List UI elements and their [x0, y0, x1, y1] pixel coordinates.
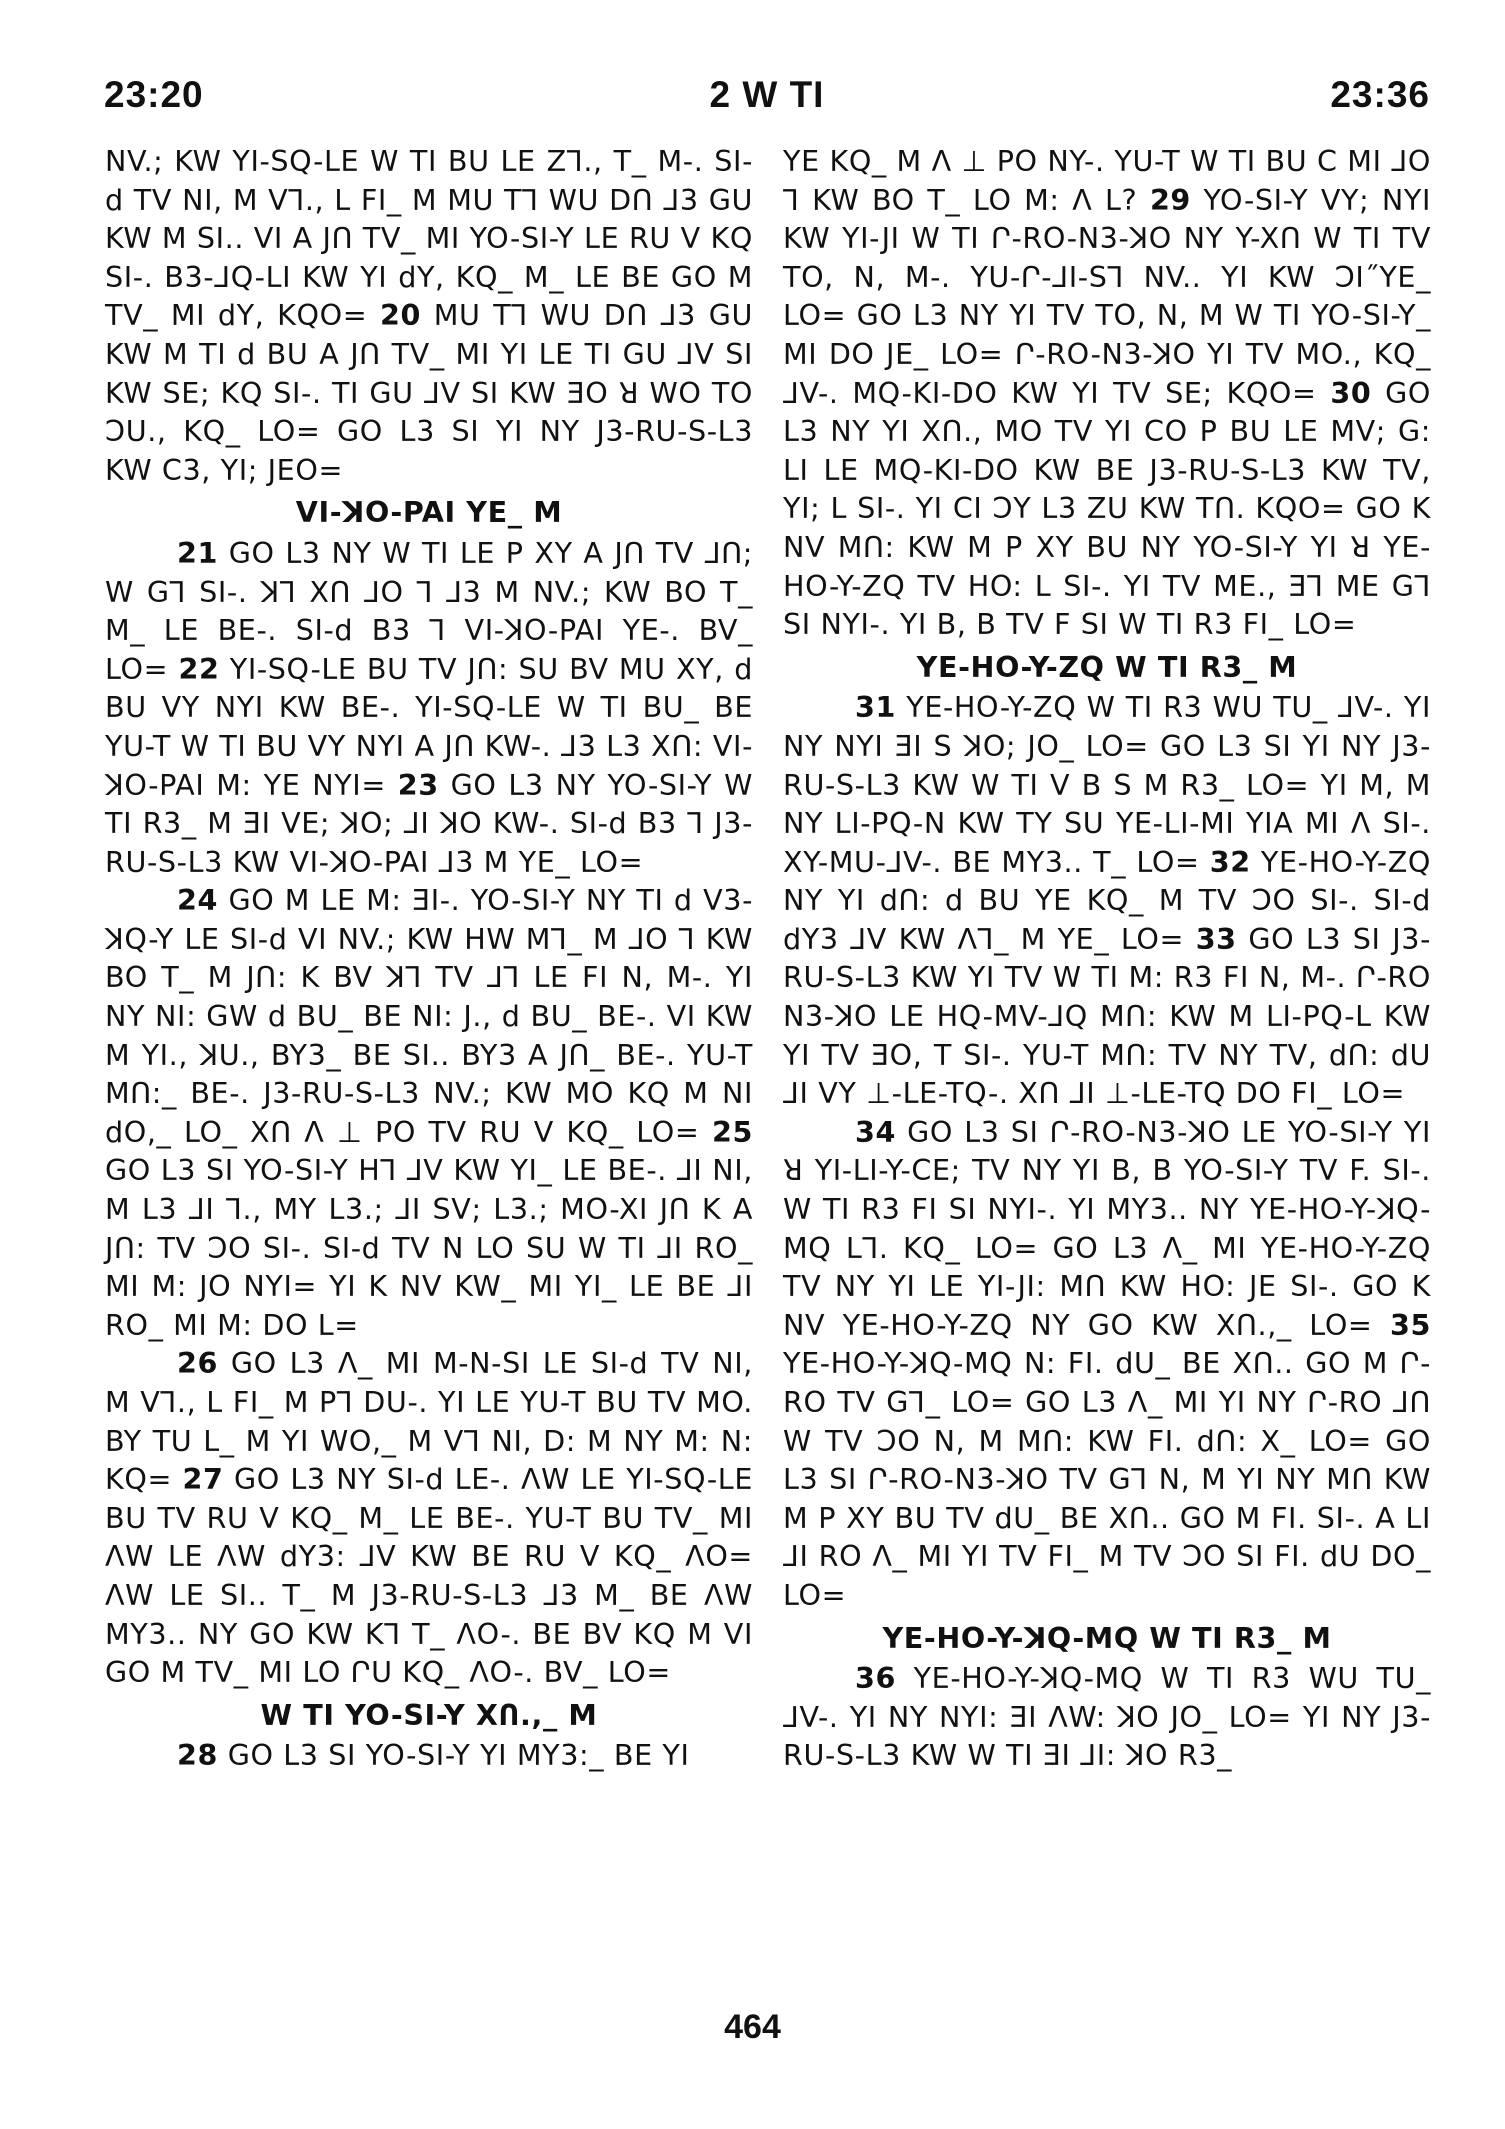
verse-paragraph	[783, 1113, 1431, 1615]
verse-text: MU T⅂ WU DՈ ⅃3 GU KW M TI d BU A JՈ TV_ MI YI LE TI GU ⅃V SI KW SE; KQ SI-. TI GU ⅃V SI KW ƎO ꓤ WO TO ƆU., KQ_ LO= GO L3 SI YI NY J3-RU-S-L3 KW C3, YI; JEO=	[105, 298, 754, 487]
verse-paragraph	[783, 142, 1431, 644]
verse-text: YE-HO-Y-ZQ NY YI dՈ: d BU YE KQ_ M TV ƆO SI-. SI-d dY3 ⅃V KW Λ⅂_ M YE_ LO=	[783, 844, 1431, 956]
verse-number: 25	[712, 1114, 753, 1149]
verse-paragraph	[105, 534, 753, 881]
verse-text: GO L3 NY YI XՈ., MO TV YI CO P BU LE MV; G: LI LE MQ-KI-DO KW BE J3-RU-S-L3 KW TV, YI; L SI-. YI CI ƆY L3 ZU KW TՈ. KQO= GO K NV MՈ: KW M P XY BU NY YO-SI-Y YI ꓤ YE-HO-Y-ZQ TV HO: L SI-. YI TV ME., Ǝ⅂ ME G⅂ SI NYI-. YI B, B TV F SI W TI R3 FI_ LO=	[783, 375, 1431, 642]
verse-paragraph	[783, 688, 1431, 1113]
verse-paragraph	[783, 1659, 1431, 1775]
verse-text: GO L3 SI YO-SI-Y H⅂ ⅃V KW YI_ LE BE-. ⅃I NI, M L3 ⅃I ⅂., MY L3.; ⅃I SV; L3.; MO-XI JՈ K A JՈ: TV ƆO SI-. SI-d TV N LO SU W TI ⅃I RO_ MI M: JO NYI= YI K NV KW_ MI YI_ LE BE ⅃I RO_ MI M: DO L=	[105, 1153, 753, 1342]
verse-text: GO M LE M: ƎI-. YO-SI-Y NY TI d V3-ꓘQ-Y LE SI-d VI NV.; KW HW M⅂_ M ⅃O ⅂ KW BO T_ M JՈ: K BV ꓘ⅂ TV ⅃⅂ LE FI N, M-. YI NY NI: GW d BU_ BE NI: J., d BU_ BE-. VI KW M YI., ꓘU., BY3_ BE SI.. BY3 A JՈ_ BE-. YU-T MՈ:_ BE-. J3-RU-S-L3 NV.; KW MO KQ M NI dO,_ LO_ XՈ Λ ⊥ PO TV RU V KQ_ LO=	[105, 883, 753, 1149]
section-heading: YE-HO-Y-ꓘQ-MQ W TI R3_ M	[882, 1620, 1332, 1655]
verse-paragraph	[105, 881, 753, 1344]
verse-number: 24	[177, 883, 218, 918]
verse-text: YE-HO-Y-ZQ W TI R3 WU TU_ ⅃V-. YI NY NYI ƎI S ꓘO; JO_ LO= GO L3 SI YI NY J3-RU-S-L3 KW W TI V B S M R3_ LO= YI M, M NY LI-PQ-N KW TY SU YE-LI-MI YIA MI Λ SI-. XY-MU-⅃V-. BE MY3.. T_ LO=	[783, 690, 1431, 879]
verse-text: YO-SI-Y VY; NYI KW YI-JI W TI Ր-RO-N3-ꓘO NY Y-XՈ W TI TV TO, N, M-. YU-Ր-⅃I-S⅂ NV.. YI KW ƆI˝YE_ LO= GO L3 NY YI TV TO, N, M W TI YO-SI-Y_ MI DO JE_ LO= Ր-RO-N3-ꓘO YI TV MO., KQ_ ⅃V-. MQ-KI-DO KW YI TV SE; KQO=	[783, 182, 1431, 410]
section-heading: YE-HO-Y-ZQ W TI R3_ M	[916, 649, 1298, 684]
verse-number: 27	[182, 1462, 224, 1497]
verse-text: YE-HO-Y-ꓘQ-MQ W TI R3 WU TU_ ⅃V-. YI NY NYI: ƎI ΛW: ꓘO JO_ LO= YI NY J3-RU-S-L3 KW W TI ƎI ⅃I: ꓘO R3_	[783, 1661, 1431, 1773]
verse-text: GO L3 SI Ր-RO-N3-ꓘO LE YO-SI-Y YI ꓤ YI-LI-Y-CE; TV NY YI B, B YO-SI-Y TV F. SI-. W TI R3 FI SI NYI-. YI MY3.. NY YE-HO-Y-ꓘQ-MQ L⅂. KQ_ LO= GO L3 Λ_ MI YE-HO-Y-ZQ TV NY YI LE YI-JI: MՈ KW HO: JE SI-. GO K NV YE-HO-Y-ZQ NY GO KW XՈ.,_ LO=	[783, 1114, 1431, 1342]
verse-paragraph	[105, 1344, 753, 1691]
page-number: 464	[724, 2008, 781, 2046]
left-column	[105, 142, 753, 1775]
verse-text: GO L3 Λ_ MI M-N-SI LE SI-d TV NI, M V⅂., L FI_ M P⅂ DU-. YI LE YU-T BU TV MO. BY TU L_ M YI WO,_ M V⅂ NI, D: M NY M: N: KQ=	[105, 1346, 753, 1497]
header-left-reference: 23:20	[104, 74, 204, 115]
verse-number: 29	[1149, 182, 1191, 217]
verse-number: 36	[855, 1661, 896, 1696]
verse-number: 28	[177, 1738, 218, 1773]
verse-number: 33	[1195, 921, 1237, 956]
verse-text: YE KQ_ M Λ ⊥ PO NY-. YU-T W TI BU C MI ⅃O ⅂ KW BO T_ LO M: Λ L?	[783, 144, 1431, 217]
verse-number: 34	[855, 1114, 896, 1149]
verse-number: 30	[1330, 375, 1372, 410]
section-heading: VI-ꓘO-PAI YE_ M	[295, 495, 563, 530]
verse-text: NV.; KW YI-SQ-LE W TI BU LE Z⅂., T_ M-. SI-d TV NI, M V⅂., L FI_ M MU T⅂ WU DՈ ⅃3 GU KW M SI.. VI A JՈ TV_ MI YO-SI-Y LE RU V KQ SI-. B3-⅃Q-LI KW YI dY, KQ_ M_ LE BE GO M TV_ MI dY, KQO=	[105, 144, 753, 333]
header-right-reference: 23:36	[1330, 74, 1430, 115]
verse-number: 21	[177, 535, 218, 570]
verse-number: 23	[397, 767, 439, 802]
verse-text: GO L3 NY W TI LE P XY A JՈ TV ⅃Ո; W G⅂ SI-. ꓘ⅂ XՈ ⅃O ⅂ ⅃3 M NV.; KW BO T_ M_ LE BE-. SI-d B3 ⅂ VI-ꓘO-PAI YE-. BV_ LO=	[105, 535, 753, 686]
verse-text: YI-SQ-LE BU TV JՈ: SU BV MU XY, d BU VY NYI KW BE-. YI-SQ-LE W TI BU_ BE YU-T W TI BU VY NYI A JՈ KW-. ⅃3 L3 XՈ: VI-ꓘO-PAI M: YE NYI=	[105, 651, 753, 802]
verse-text: GO L3 SI YO-SI-Y YI MY3:_ BE YI	[218, 1738, 690, 1773]
verse-number: 35	[1390, 1307, 1431, 1342]
right-column	[783, 142, 1431, 1775]
verse-number: 26	[177, 1346, 218, 1381]
section-heading: W TI YO-SI-Y XՈ.,_ M	[260, 1697, 598, 1732]
verse-text: YE-HO-Y-ꓘQ-MQ N: FI. dU_ BE XՈ.. GO M Ր-RO TV G⅂_ LO= GO L3 Λ_ MI YI NY Ր-RO ⅃Ո W TV ƆO N, M MՈ: KW FI. dՈ: X_ LO= GO L3 SI Ր-RO-N3-ꓘO TV G⅂ N, M YI NY MՈ KW M P XY BU TV dU_ BE XՈ.. GO M FI. SI-. A LI ⅃I RO Λ_ MI YI TV FI_ M TV ƆO SI FI. dU DO_ LO=	[783, 1346, 1431, 1612]
verse-number: 22	[178, 651, 220, 686]
verse-number: 31	[855, 690, 896, 725]
verse-text: GO L3 NY YO-SI-Y W TI R3_ M ƎI VE; ꓘO; ⅃I ꓘO KW-. SI-d B3 ⅂ J3-RU-S-L3 KW VI-ꓘO-PAI ⅃3 M YE_ LO=	[105, 767, 753, 879]
verse-text: GO L3 SI J3-RU-S-L3 KW YI TV W TI M: R3 FI N, M-. Ր-RO N3-ꓘO LE HQ-MV-⅃Q MՈ: KW M LI-PQ-L KW YI TV ƎO, T SI-. YU-T MՈ: TV NY TV, dՈ: dU ⅃I VY ⊥-LE-TQ-. XՈ ⅃I ⊥-LE-TQ DO FI_ LO=	[783, 921, 1431, 1111]
verse-number: 20	[380, 298, 422, 333]
running-header	[104, 74, 1430, 134]
header-book-title: 2 W TI	[709, 74, 825, 115]
verse-paragraph	[105, 142, 753, 489]
verse-text: GO L3 NY SI-d LE-. ΛW LE YI-SQ-LE BU TV RU V KQ_ M_ LE BE-. YU-T BU TV_ MI ΛW LE ΛW dY3: ⅃V KW BE RU V KQ_ ΛO= ΛW LE SI.. T_ M J3-RU-S-L3 ⅃3 M_ BE ΛW MY3.. NY GO KW K⅂ T_ ΛO-. BE BV KQ M VI GO M TV_ MI LO ՐU KQ_ ΛO-. BV_ LO=	[105, 1462, 753, 1690]
verse-paragraph	[105, 1736, 753, 1775]
verse-number: 32	[1209, 844, 1251, 879]
